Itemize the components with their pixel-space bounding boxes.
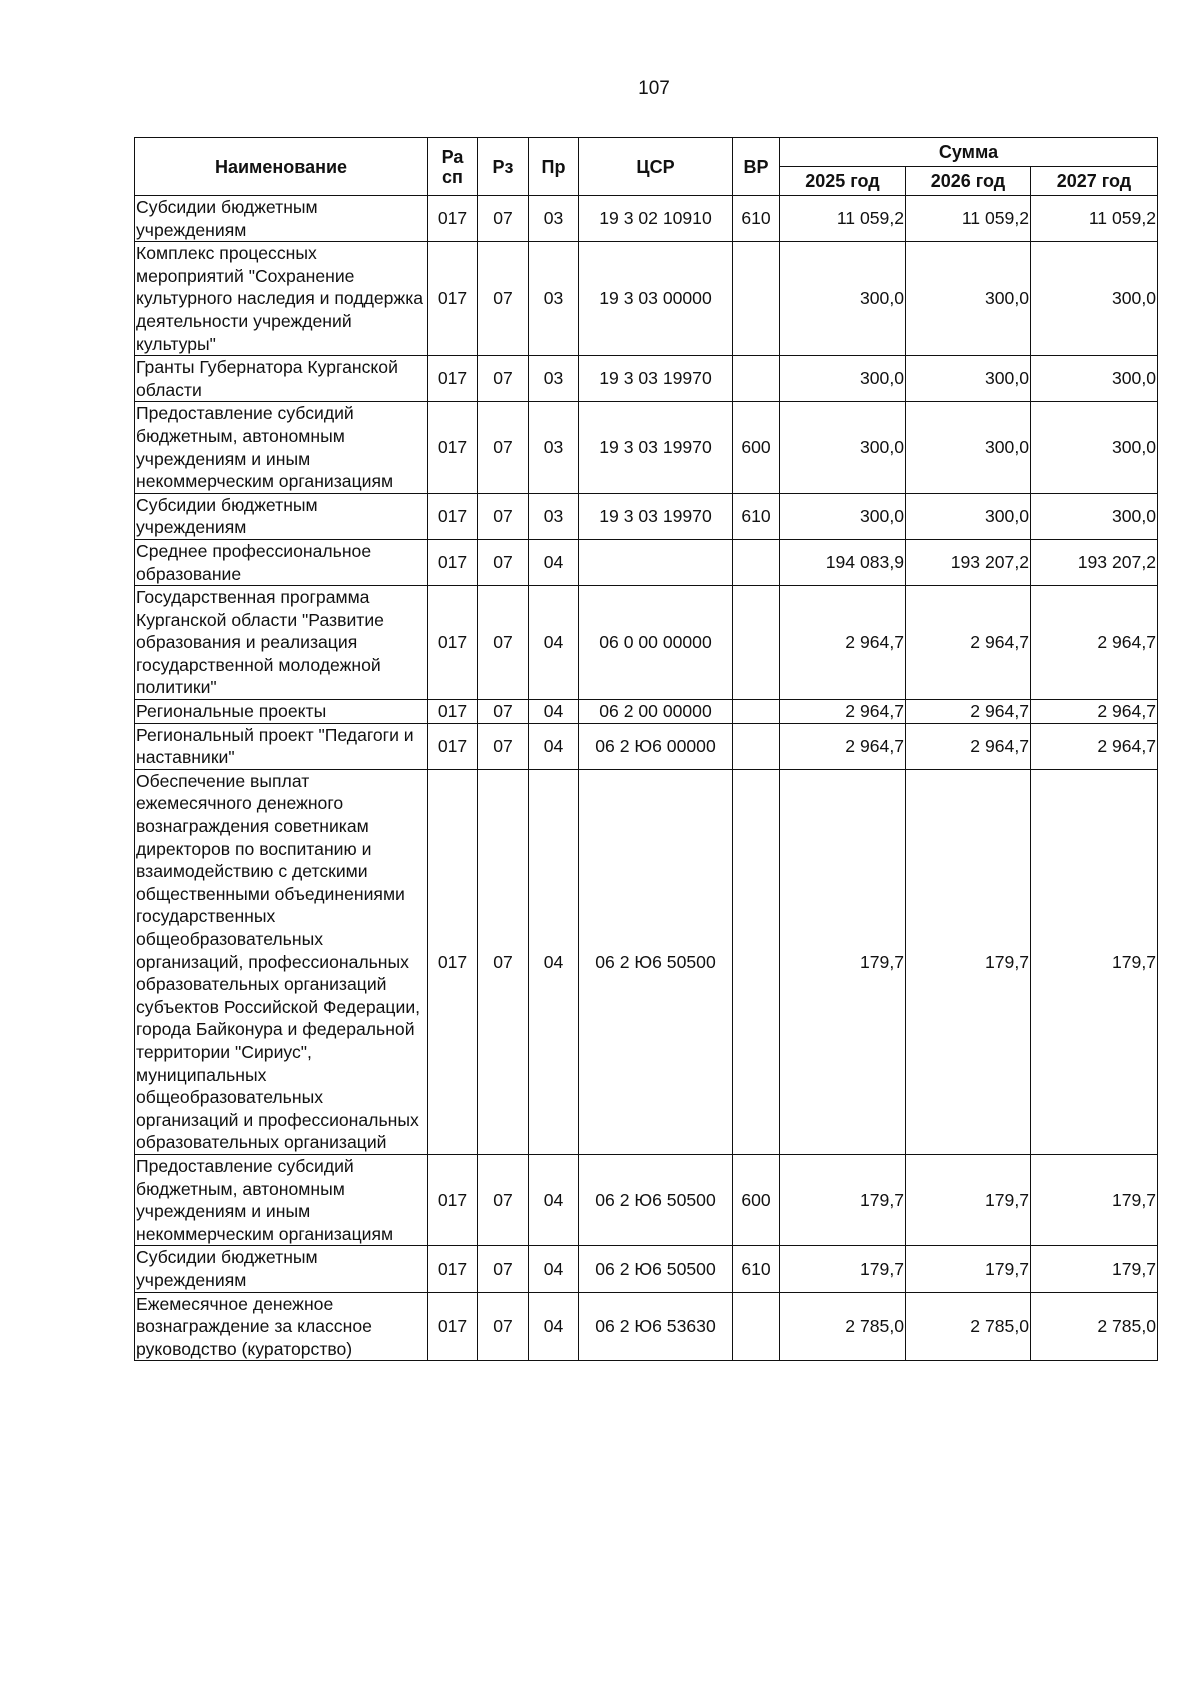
row-rasp: 017 <box>428 242 478 356</box>
row-rasp: 017 <box>428 769 478 1154</box>
row-sum-2026: 300,0 <box>906 493 1031 539</box>
table-row <box>135 242 1158 356</box>
row-sum-2026: 300,0 <box>906 356 1031 402</box>
row-pr: 04 <box>529 586 579 700</box>
row-pr: 03 <box>529 493 579 539</box>
row-sum-2025: 2 964,7 <box>780 723 906 769</box>
row-vr: 610 <box>733 1246 780 1292</box>
row-pr: 03 <box>529 242 579 356</box>
row-vr <box>733 539 780 585</box>
row-rz: 07 <box>478 586 529 700</box>
row-sum-2027: 2 785,0 <box>1031 1292 1158 1361</box>
row-sum-2026: 300,0 <box>906 402 1031 493</box>
header-year-2025: 2025 год <box>780 167 906 196</box>
row-sum-2025: 194 083,9 <box>780 539 906 585</box>
row-sum-2027: 300,0 <box>1031 402 1158 493</box>
row-sum-2027: 300,0 <box>1031 493 1158 539</box>
header-csr: ЦСР <box>579 138 733 196</box>
row-csr: 19 3 03 19970 <box>579 402 733 493</box>
table-row <box>135 769 1158 1154</box>
table-row <box>135 402 1158 493</box>
row-rz: 07 <box>478 769 529 1154</box>
row-sum-2026: 2 964,7 <box>906 700 1031 724</box>
table-body <box>135 196 1158 1361</box>
row-rasp: 017 <box>428 1154 478 1245</box>
header-row <box>135 138 1158 167</box>
row-pr: 04 <box>529 723 579 769</box>
row-rz: 07 <box>478 723 529 769</box>
row-sum-2026: 11 059,2 <box>906 196 1031 242</box>
row-sum-2027: 179,7 <box>1031 1246 1158 1292</box>
row-pr: 04 <box>529 1154 579 1245</box>
row-name: Обеспечение выплат ежемесячного денежного вознаграждения советникам директоров по воспитанию и взаимодействию с детскими общественными объединениями государственных общеобразовательных организаций, профессиональных образовательных организаций субъектов Российской Федерации, города Байконура и федеральной территории "Сириус", муниципальных общеобразовательных организаций и профессиональных образовательных организаций <box>135 769 428 1154</box>
row-rz: 07 <box>478 1154 529 1245</box>
row-sum-2026: 300,0 <box>906 242 1031 356</box>
row-vr <box>733 700 780 724</box>
row-pr: 04 <box>529 769 579 1154</box>
row-sum-2026: 193 207,2 <box>906 539 1031 585</box>
row-pr: 04 <box>529 1292 579 1361</box>
row-csr: 06 2 Ю6 50500 <box>579 1246 733 1292</box>
row-pr: 03 <box>529 196 579 242</box>
row-csr: 19 3 03 00000 <box>579 242 733 356</box>
row-sum-2025: 300,0 <box>780 242 906 356</box>
row-name: Среднее профессиональное образование <box>135 539 428 585</box>
row-vr <box>733 356 780 402</box>
row-vr: 610 <box>733 196 780 242</box>
row-name: Региональный проект "Педагоги и наставники" <box>135 723 428 769</box>
row-name: Субсидии бюджетным учреждениям <box>135 196 428 242</box>
row-name: Предоставление субсидий бюджетным, автономным учреждениям и иным некоммерческим организациям <box>135 402 428 493</box>
row-rasp: 017 <box>428 196 478 242</box>
row-csr: 06 2 Ю6 50500 <box>579 769 733 1154</box>
row-rz: 07 <box>478 242 529 356</box>
row-rasp: 017 <box>428 402 478 493</box>
row-name: Субсидии бюджетным учреждениям <box>135 1246 428 1292</box>
row-rasp: 017 <box>428 586 478 700</box>
row-vr: 600 <box>733 1154 780 1245</box>
row-rz: 07 <box>478 1292 529 1361</box>
table-row <box>135 1154 1158 1245</box>
row-vr: 610 <box>733 493 780 539</box>
row-sum-2027: 179,7 <box>1031 1154 1158 1245</box>
row-csr: 19 3 03 19970 <box>579 356 733 402</box>
row-pr: 04 <box>529 1246 579 1292</box>
table-row <box>135 586 1158 700</box>
row-rz: 07 <box>478 402 529 493</box>
row-sum-2026: 179,7 <box>906 769 1031 1154</box>
row-sum-2025: 300,0 <box>780 493 906 539</box>
row-rz: 07 <box>478 700 529 724</box>
table-row <box>135 1292 1158 1361</box>
table-row <box>135 723 1158 769</box>
row-csr: 06 2 Ю6 00000 <box>579 723 733 769</box>
table-row <box>135 196 1158 242</box>
row-csr: 06 2 00 00000 <box>579 700 733 724</box>
row-pr: 03 <box>529 402 579 493</box>
row-csr: 19 3 03 19970 <box>579 493 733 539</box>
row-sum-2027: 300,0 <box>1031 242 1158 356</box>
header-rz: Рз <box>478 138 529 196</box>
row-pr: 04 <box>529 700 579 724</box>
row-csr: 19 3 02 10910 <box>579 196 733 242</box>
row-vr <box>733 1292 780 1361</box>
row-name: Комплекс процессных мероприятий "Сохранение культурного наследия и поддержка деятельности учреждений культуры" <box>135 242 428 356</box>
table-row <box>135 493 1158 539</box>
header-name: Наименование <box>135 138 428 196</box>
row-sum-2025: 179,7 <box>780 1246 906 1292</box>
header-vr: ВР <box>733 138 780 196</box>
row-name: Гранты Губернатора Курганской области <box>135 356 428 402</box>
row-sum-2026: 179,7 <box>906 1154 1031 1245</box>
table-row <box>135 700 1158 724</box>
row-name: Государственная программа Курганской области "Развитие образования и реализация государственной молодежной политики" <box>135 586 428 700</box>
row-sum-2027: 300,0 <box>1031 356 1158 402</box>
row-sum-2025: 300,0 <box>780 402 906 493</box>
row-sum-2025: 179,7 <box>780 1154 906 1245</box>
row-vr: 600 <box>733 402 780 493</box>
row-sum-2025: 2 785,0 <box>780 1292 906 1361</box>
row-rasp: 017 <box>428 723 478 769</box>
row-csr: 06 0 00 00000 <box>579 586 733 700</box>
header-sum: Сумма <box>780 138 1158 167</box>
row-csr: 06 2 Ю6 50500 <box>579 1154 733 1245</box>
row-sum-2027: 2 964,7 <box>1031 586 1158 700</box>
row-vr <box>733 769 780 1154</box>
row-sum-2026: 2 964,7 <box>906 586 1031 700</box>
row-name: Предоставление субсидий бюджетным, автономным учреждениям и иным некоммерческим организациям <box>135 1154 428 1245</box>
row-sum-2027: 2 964,7 <box>1031 700 1158 724</box>
row-rz: 07 <box>478 1246 529 1292</box>
row-rz: 07 <box>478 356 529 402</box>
row-vr <box>733 723 780 769</box>
row-vr <box>733 242 780 356</box>
header-rasp: Ра сп <box>428 138 478 196</box>
header-pr: Пр <box>529 138 579 196</box>
table-row <box>135 539 1158 585</box>
row-sum-2026: 2 785,0 <box>906 1292 1031 1361</box>
header-year-2026: 2026 год <box>906 167 1031 196</box>
row-sum-2026: 2 964,7 <box>906 723 1031 769</box>
row-sum-2025: 11 059,2 <box>780 196 906 242</box>
row-sum-2027: 2 964,7 <box>1031 723 1158 769</box>
row-sum-2027: 179,7 <box>1031 769 1158 1154</box>
row-sum-2025: 2 964,7 <box>780 586 906 700</box>
row-sum-2025: 2 964,7 <box>780 700 906 724</box>
budget-table <box>134 137 1158 1361</box>
row-rasp: 017 <box>428 1292 478 1361</box>
row-vr <box>733 586 780 700</box>
row-sum-2026: 179,7 <box>906 1246 1031 1292</box>
row-sum-2027: 193 207,2 <box>1031 539 1158 585</box>
row-name: Региональные проекты <box>135 700 428 724</box>
page-number: 107 <box>638 78 670 99</box>
row-name: Ежемесячное денежное вознаграждение за классное руководство (кураторство) <box>135 1292 428 1361</box>
row-sum-2027: 11 059,2 <box>1031 196 1158 242</box>
row-csr <box>579 539 733 585</box>
header-year-2027: 2027 год <box>1031 167 1158 196</box>
row-rasp: 017 <box>428 1246 478 1292</box>
table-row <box>135 1246 1158 1292</box>
row-sum-2025: 300,0 <box>780 356 906 402</box>
row-sum-2025: 179,7 <box>780 769 906 1154</box>
row-pr: 03 <box>529 356 579 402</box>
table-row <box>135 356 1158 402</box>
row-rasp: 017 <box>428 493 478 539</box>
row-rasp: 017 <box>428 356 478 402</box>
row-pr: 04 <box>529 539 579 585</box>
row-rasp: 017 <box>428 700 478 724</box>
row-csr: 06 2 Ю6 53630 <box>579 1292 733 1361</box>
row-rz: 07 <box>478 493 529 539</box>
row-rz: 07 <box>478 196 529 242</box>
row-name: Субсидии бюджетным учреждениям <box>135 493 428 539</box>
row-rasp: 017 <box>428 539 478 585</box>
row-rz: 07 <box>478 539 529 585</box>
